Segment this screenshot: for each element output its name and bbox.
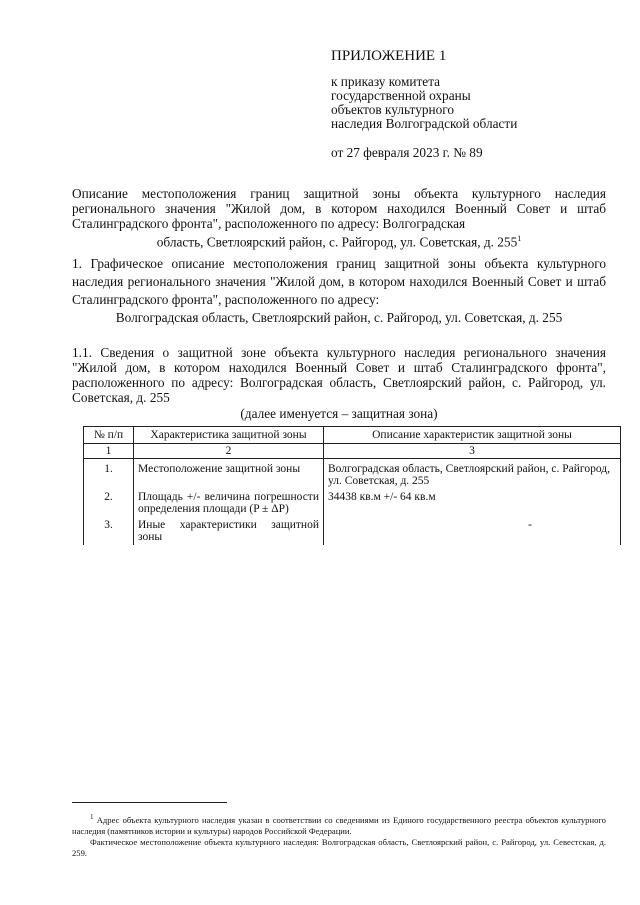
footnote-paragraph: Фактическое местоположение объекта культурного наследия: Волгоградская область, Светлоярский район, с. Райгород, ул. Севестская, д. 259. [72, 836, 606, 858]
document-title-last-line [72, 231, 606, 249]
appendix-line: наследия Волгоградской области [331, 116, 518, 131]
appendix-block [331, 48, 621, 174]
appendix-line: объектов культурного [331, 102, 455, 117]
footnote-mark: 1 [90, 813, 94, 821]
section-1-text: 1. Графическое описание местоположения границ защитной зоны объекта культурного наследия регионального значения "Жилой дом, в котором находился Военный Совет и штаб Сталинградского фронта", расположенного по адресу: [72, 256, 606, 307]
document-title-text: Описание местоположения границ защитной зоны объекта культурного наследия регионального значения "Жилой дом, в котором находился Военный Совет и штаб Сталинградского фронта", расположенного по адресу: Волгоградская [72, 186, 606, 231]
table-cell: Иные характеристики защитной зоны [134, 517, 324, 545]
footnote-divider [72, 802, 227, 803]
zone-table [83, 426, 621, 545]
table-cell: - [324, 517, 621, 545]
section-1-1-note: (далее именуется – защитная зона) [240, 406, 438, 421]
footnote-text: Адрес объекта культурного наследия указан в соответствии со сведениями из Единого государственного реестра объектов культурного наследия (памятников истории и культуры) народов Российской Федерации. [72, 814, 606, 836]
section-1-1-text: 1.1. Сведения о защитной зоне объекта культурного наследия регионального значения "Жилой дом, в котором находился Военный Совет и штаб Сталинградского фронта", расположенного по адресу: Волгоградская область, Светлоярский район, с. Райгород, ул. Советская, д. 255 [72, 345, 606, 405]
appendix-line: государственной охраны [331, 88, 471, 103]
table-header-characteristic: Характеристика защитной зоны [134, 427, 324, 444]
section-1-1 [72, 345, 606, 421]
footnote-paragraph [72, 812, 606, 837]
section-1 [72, 255, 606, 327]
table-cell: 3 [324, 444, 621, 459]
table-header-row [84, 427, 621, 444]
table-header-description: Описание характеристик защитной зоны [324, 427, 621, 444]
table-numbering-row [84, 444, 621, 459]
table-row [84, 517, 621, 545]
table-cell: 2. [84, 489, 134, 517]
table-row [84, 489, 621, 517]
table-cell: Волгоградская область, Светлоярский район, с. Райгород, ул. Советская, д. 255 [324, 459, 621, 490]
table-cell: 2 [134, 444, 324, 459]
footnote-ref: 1 [517, 234, 522, 243]
table-row [84, 459, 621, 490]
table-cell: 1. [84, 459, 134, 490]
section-1-address: Волгоградская область, Светлоярский район, с. Райгород, ул. Советская, д. 255 [115, 310, 563, 325]
document-title [72, 186, 606, 249]
table-header-number: № п/п [84, 427, 134, 444]
footnote [72, 812, 606, 859]
table-cell: Площадь +/- величина погрешности определения площади (P ± ΔP) [134, 489, 324, 517]
table-cell: Местоположение защитной зоны [134, 459, 324, 490]
table-cell: 34438 кв.м +/- 64 кв.м [324, 489, 621, 517]
document-title-address: область, Светлоярский район, с. Райгород, ул. Советская, д. 255 [156, 234, 518, 250]
appendix-date: от 27 февраля 2023 г. № 89 [331, 145, 483, 160]
appendix-line: к приказу комитета [331, 74, 441, 89]
table-cell: 3. [84, 517, 134, 545]
appendix-title: ПРИЛОЖЕНИЕ 1 [331, 48, 447, 64]
table-cell: 1 [84, 444, 134, 459]
